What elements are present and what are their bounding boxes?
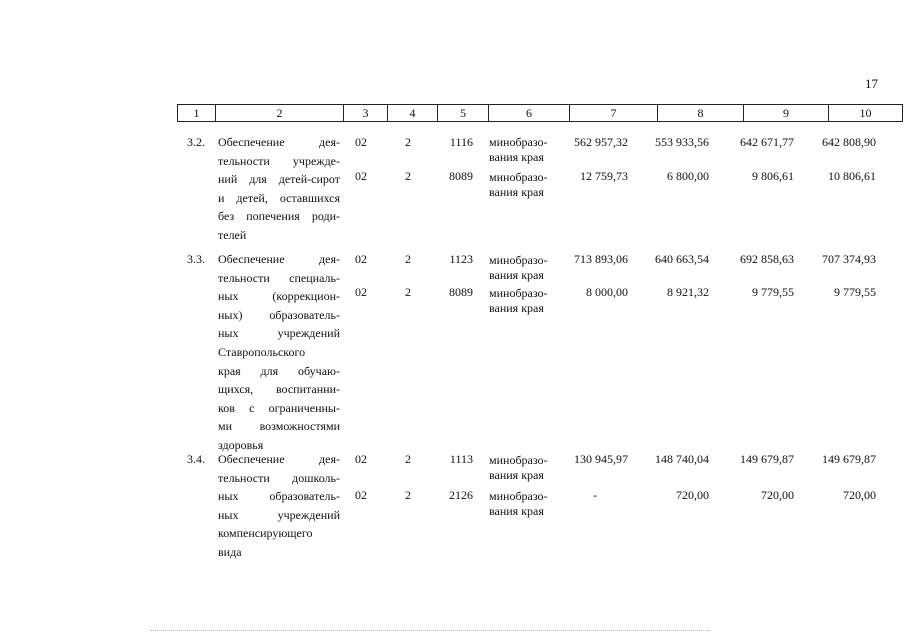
cell-col6: минобразо- вания края [489,135,548,164]
cell-col7: - [593,488,597,502]
cell-col10: 642 808,90 [822,135,876,149]
desc-line: тельности специаль- [218,270,340,285]
desc-line: ков с ограниченны- [218,400,340,415]
desc-line: ми возможностями [218,419,340,434]
desc-line: Обеспечение дея- [218,135,340,149]
cell-col5: 2126 [449,488,473,502]
row-description [218,133,340,245]
desc-line: здоровья [218,437,264,452]
cell-col6: минобразо- вания края [489,453,548,482]
cell-col8: 8 921,32 [667,285,709,299]
desc-line: ных учреждений [218,507,340,522]
cell-col5: 1123 [449,252,473,266]
cell-col3: 02 [355,135,367,149]
row-description [218,250,340,455]
header-col-6: 6 [489,105,570,121]
desc-line: и детей, оставшихся [218,190,340,205]
cell-col4: 2 [405,452,411,466]
cell-col9: 642 671,77 [740,135,794,149]
desc-line: ных учреждений [218,326,340,341]
row-number: 3.3. [187,252,205,266]
cell-col3: 02 [355,252,367,266]
scan-artifact-line [150,630,710,632]
cell-col10: 720,00 [843,488,876,502]
cell-col6: минобразо- вания края [489,253,548,282]
cell-col5: 8089 [449,169,473,183]
cell-col10: 149 679,87 [822,452,876,466]
row-number: 3.4. [187,452,205,466]
table-header [177,104,903,122]
cell-col3: 02 [355,169,367,183]
row-number: 3.2. [187,135,205,149]
cell-col10: 9 779,55 [834,285,876,299]
desc-line: Обеспечение дея- [218,452,340,466]
cell-col4: 2 [405,135,411,149]
desc-line: без попечения роди- [218,209,340,224]
cell-col6: минобразо- вания края [489,286,548,315]
desc-line: ных (коррекцион- [218,289,340,304]
cell-col6: минобразо- вания края [489,489,548,518]
cell-col5: 8089 [449,285,473,299]
cell-col10: 10 806,61 [828,169,876,183]
cell-col4: 2 [405,285,411,299]
desc-line: телей [218,227,247,242]
cell-col5: 1113 [449,452,473,466]
cell-col4: 2 [405,169,411,183]
cell-col4: 2 [405,252,411,266]
header-col-5: 5 [438,105,489,121]
cell-col5: 1116 [449,135,473,149]
cell-col8: 553 933,56 [655,135,709,149]
desc-line: щихся, воспитанни- [218,382,340,397]
desc-line: тельности учрежде- [218,153,340,168]
cell-col7: 8 000,00 [586,285,628,299]
desc-line: Ставропольского [218,344,306,359]
desc-line: Обеспечение дея- [218,252,340,266]
desc-line: тельности дошколь- [218,470,340,485]
header-col-10: 10 [859,106,872,120]
cell-col7: 130 945,97 [574,452,628,466]
desc-line: ных) образователь- [218,307,340,322]
cell-col9: 692 858,63 [740,252,794,266]
cell-col6: минобразо- вания края [489,170,548,199]
header-col-9: 9 [744,105,829,121]
cell-col7: 713 893,06 [574,252,628,266]
cell-col10: 707 374,93 [822,252,876,266]
desc-line: вида [218,544,242,559]
desc-line: ных образователь- [218,489,340,504]
cell-col7: 562 957,32 [574,135,628,149]
cell-col8: 720,00 [676,488,709,502]
cell-col9: 720,00 [761,488,794,502]
cell-col4: 2 [405,488,411,502]
cell-col8: 148 740,04 [655,452,709,466]
desc-line: ний для детей-сирот [218,172,340,187]
cell-col8: 6 800,00 [667,169,709,183]
header-col-1: 1 [178,105,216,121]
cell-col3: 02 [355,488,367,502]
cell-col3: 02 [355,452,367,466]
cell-col7: 12 759,73 [580,169,628,183]
cell-col8: 640 663,54 [655,252,709,266]
cell-col9: 9 779,55 [752,285,794,299]
cell-col3: 02 [355,285,367,299]
header-col-2: 2 [216,105,344,121]
header-col-7: 7 [570,105,658,121]
cell-col9: 149 679,87 [740,452,794,466]
desc-line: края для обучаю- [218,363,340,378]
row-description [218,450,340,562]
header-col-8: 8 [658,105,744,121]
cell-col9: 9 806,61 [752,169,794,183]
desc-line: компенсирующего [218,526,313,541]
page-number: 17 [865,76,878,91]
header-col-4: 4 [388,105,438,121]
header-col-3: 3 [344,105,388,121]
